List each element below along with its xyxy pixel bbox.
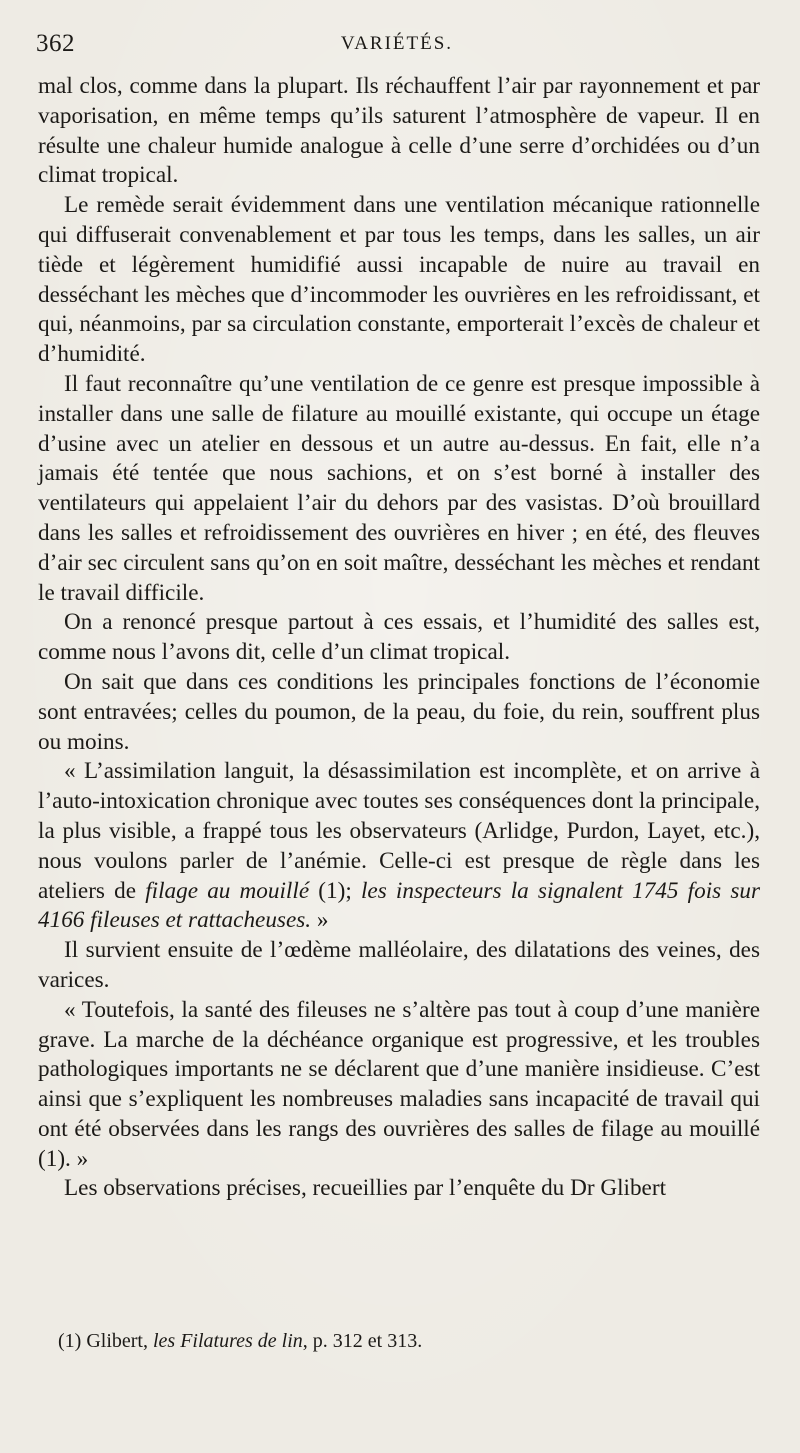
footnote-title: les Filatures de lin xyxy=(152,1330,303,1352)
body-text xyxy=(38,72,760,1204)
paragraph-3: Il faut reconnaître qu’une ventilation de ce genre est presque impossible à installer dans une salle de filature au mouillé existante, qui occupe un étage d’usine avec un atelier en dessous et un autre au-dessus. En fait, elle n’a jamais été tentée que nous sachions, et on s’est borné à installer des ventilateurs qui appelaient l’air du dehors par des vasistas. D’où brouillard dans les salles et refroidissement des ouvrières en hiver ; en été, des fleuves d’air sec circulent sans qu’on en soit maître, desséchant les mèches et rendant le travail difficile. xyxy=(38,370,760,606)
italic-term: filage au mouillé xyxy=(145,877,310,904)
paragraph-5: On sait que dans ces conditions les principales fonctions de l’économie sont entravées; celles du poumon, de la peau, du foie, du rein, souffrent plus ou moins. xyxy=(38,668,760,755)
paragraph-7: Il survient ensuite de l’œdème malléolaire, des dilatations des veines, des varices. xyxy=(38,937,760,993)
footnote-pages: , p. 312 et 313. xyxy=(302,1330,423,1352)
paragraph-8-quote: « Toutefois, la santé des fileuses ne s’altère pas tout à coup d’une manière grave. La marche de la déchéance organique est progressive, et les troubles pathologiques importants ne se déclarent que d’une manière insidieuse. C’est ainsi que s’expliquent les nombreuses maladies sans incapacité de travail qui ont été observées dans les rangs des ouvrières des salles de filage au mouillé (1). » xyxy=(38,996,760,1172)
section-title: VARIÉTÉS. xyxy=(340,33,454,54)
quote-close: » xyxy=(311,907,329,934)
paragraph-4: On a renoncé presque partout à ces essais, et l’humidité des salles est, comme nous l’avons dit, celle d’un climat tropical. xyxy=(38,609,760,666)
note-ref: (1); xyxy=(309,877,361,904)
footnote xyxy=(58,1328,758,1354)
paragraph-6-quote xyxy=(38,757,760,936)
running-head xyxy=(36,30,758,64)
quote-text: « L’assimilation languit, la désassimilation est incomplète, et on arrive à l’auto-intoxication chronique avec toutes ses conséquences dont la principale, la plus visible, a frappé tous les observateurs (Arlidge, Purdon, Layet, etc.), nous voulons parler de l’anémie. Celle-ci est presque de règle dans les ateliers de xyxy=(38,758,760,904)
footnote-marker: (1) Glibert, xyxy=(58,1330,153,1352)
paragraph-2: Le remède serait évidemment dans une ventilation mécanique rationnelle qui diffuserait convenablement et par tous les temps, dans les salles, un air tiède et légèrement humidifié aussi incapable de nuire au travail en desséchant les mèches que d’incommoder les ouvrières en les refroidissant, et qui, néanmoins, par sa circulation constante, emporterait l’excès de chaleur et d’humidité. xyxy=(38,192,760,368)
paragraph-1: mal clos, comme dans la plupart. Ils réchauffent l’air par rayonnement et par vaporisation, en même temps qu’ils saturent l’atmosphère de vapeur. Il en résulte une chaleur humide analogue à celle d’une serre d’orchidées ou d’un climat tropical. xyxy=(38,73,760,189)
italic-statistic: les inspecteurs la signalent 1745 fois sur 4166 fileuses et rattacheuses. xyxy=(38,877,760,934)
page-number: 362 xyxy=(36,30,75,57)
paragraph-9: Les observations précises, recueillies par l’enquête du Dr Glibert xyxy=(64,1175,667,1202)
